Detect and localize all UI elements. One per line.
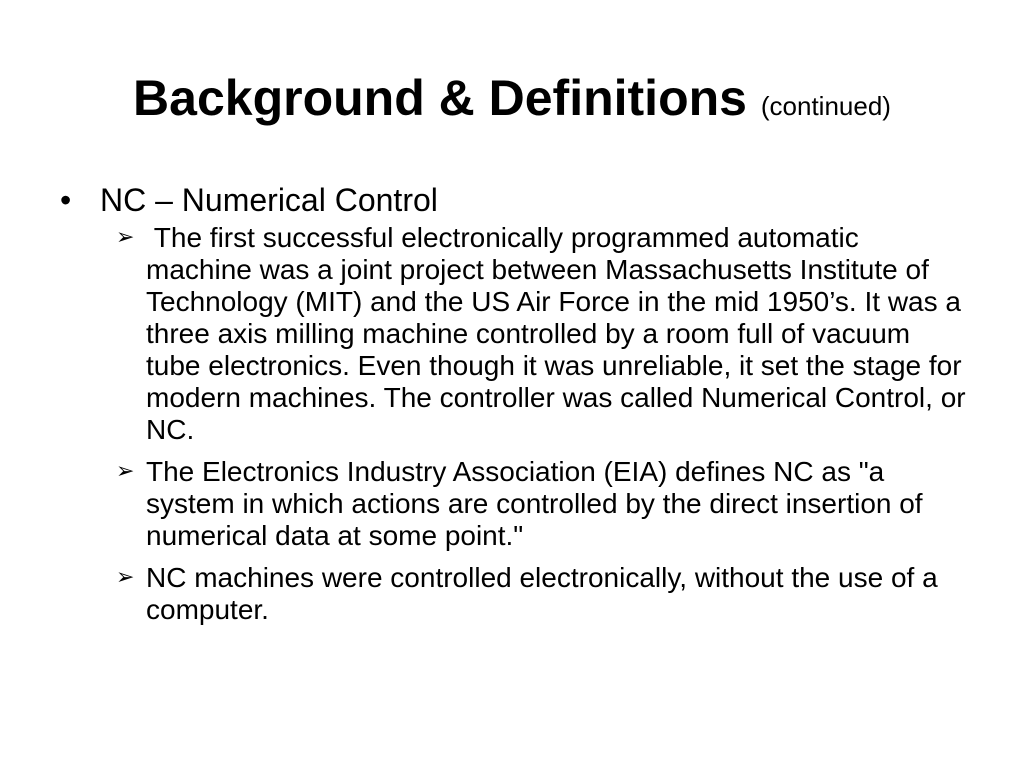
bullet-dot-icon: • (60, 182, 72, 218)
sub-bullet-item (116, 562, 976, 626)
sub-bullet-item (116, 456, 976, 552)
slide-title-main: Background & Definitions (133, 70, 747, 126)
sub-bullet-list (116, 222, 976, 626)
slide-content (56, 180, 976, 636)
bullet-text: NC – Numerical Control (100, 182, 438, 218)
arrow-bullet-icon: ➢ (116, 565, 135, 590)
arrow-bullet-icon: ➢ (116, 225, 135, 250)
sub-bullet-text: NC machines were controlled electronically, without the use of a computer. (146, 562, 938, 625)
arrow-bullet-icon: ➢ (116, 459, 135, 484)
bullet-item (56, 180, 976, 220)
sub-bullet-item (116, 222, 976, 446)
slide-title (0, 68, 1024, 136)
sub-bullet-text: The first successful electronically programmed automatic machine was a joint project between Massachusetts Institute of Technology (MIT) and the US Air Force in the mid 1950’s. It was a three axis milling machine controlled by a room full of vacuum tube electronics. Even though it was unreliable, it set the stage for modern machines. The controller was called Numerical Control, or NC. (146, 222, 974, 445)
sub-bullet-text: The Electronics Industry Association (EIA) defines NC as "a system in which actions are controlled by the direct insertion of numerical data at some point." (146, 456, 923, 551)
slide-title-suffix: (continued) (760, 91, 891, 121)
